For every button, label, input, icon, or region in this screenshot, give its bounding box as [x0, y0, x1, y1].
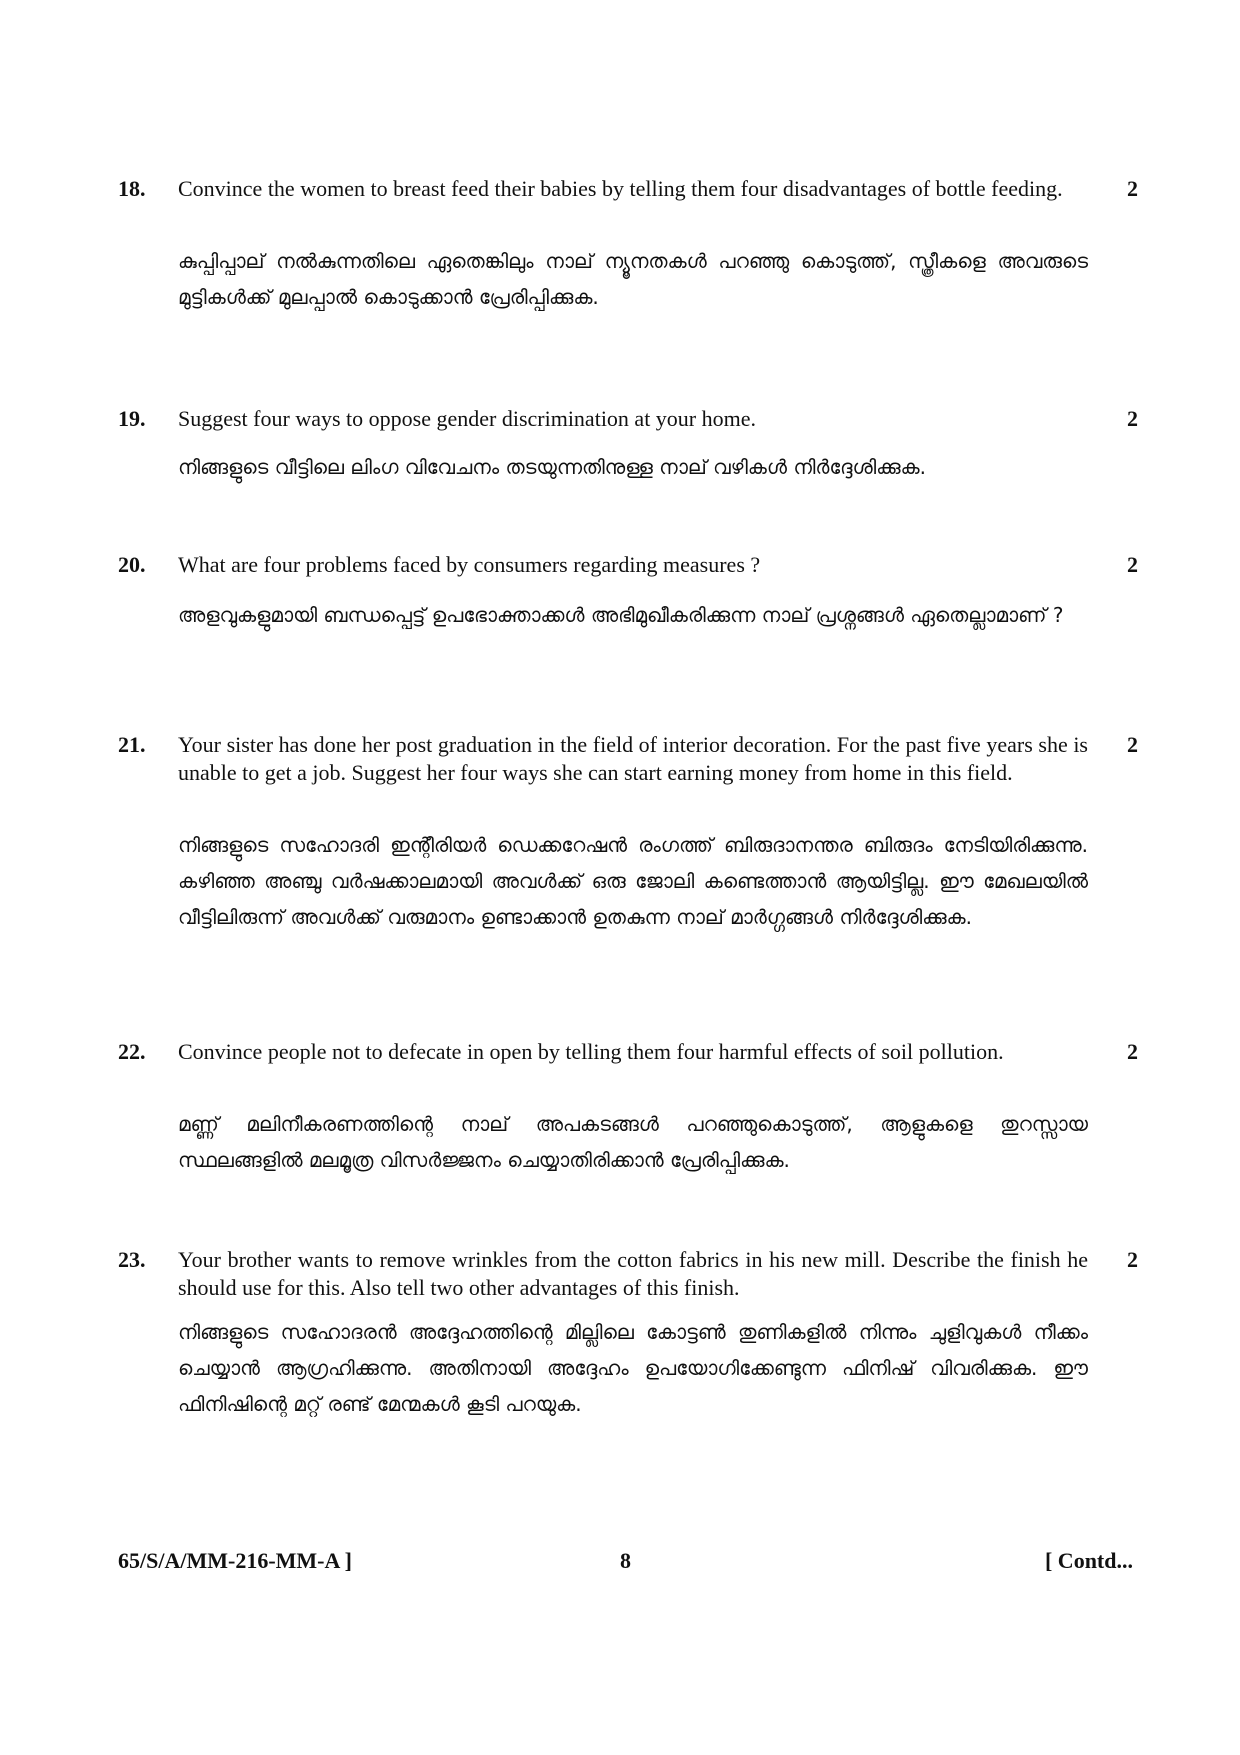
question-text-english: Suggest four ways to oppose gender discrimination at your home. [178, 406, 757, 431]
question-18 [118, 175, 1138, 315]
continued-marker: [ Contd... [1044, 1548, 1133, 1573]
question-number: 22. [118, 1039, 146, 1064]
question-marks: 2 [1127, 176, 1138, 201]
page-footer [118, 1545, 1133, 1577]
question-20 [118, 551, 1138, 671]
question-text-english: Your brother wants to remove wrinkles from the cotton fabrics in his new mill. Describe the finish he should use for this. Also tell two other advantages of this finish. [178, 1247, 1088, 1300]
page-number: 8 [620, 1548, 631, 1573]
question-21 [118, 731, 1138, 981]
question-text-english: What are four problems faced by consumers regarding measures ? [178, 552, 761, 577]
question-marks: 2 [1127, 406, 1138, 431]
question-marks: 2 [1127, 732, 1138, 757]
question-text-english: Convince the women to breast feed their babies by telling them four disadvantages of bottle feeding. [178, 176, 1063, 201]
question-text-malayalam: നിങ്ങളുടെ വീട്ടിലെ ലിംഗ വിവേചനം തടയുന്നതിനുള്ള നാല് വഴികൾ നിർദ്ദേശിക്കുക. [178, 455, 926, 479]
paper-code: 65/S/A/MM-216-MM-A ] [118, 1548, 352, 1573]
question-text-malayalam: കുപ്പിപ്പാല് നൽകുന്നതിലെ ഏതെങ്കിലും നാല് ന്യൂനതകൾ പറഞ്ഞു കൊടുത്ത്, സ്ത്രീകളെ അവരുടെ മുട്ടികൾക്ക് മുലപ്പാൽ കൊടുക്കാൻ പ്രേരിപ്പിക്കുക. [178, 249, 1088, 309]
question-number: 18. [118, 176, 146, 201]
question-text-malayalam: മണ്ണ് മലിനീകരണത്തിന്റെ നാല് അപകടങ്ങൾ പറഞ്ഞുകൊടുത്ത്, ആളുകളെ തുറസ്സായ സ്ഥലങ്ങളിൽ മലമൂത്ര വിസർജ്ജനം ചെയ്യാതിരിക്കാൻ പ്രേരിപ്പിക്കുക. [178, 1112, 1088, 1172]
question-text-malayalam: നിങ്ങളുടെ സഹോദരി ഇന്റീരിയർ ഡെക്കറേഷൻ രംഗത്ത് ബിരുദാനന്തര ബിരുദം നേടിയിരിക്കുന്നു. കഴിഞ്ഞ അഞ്ചു വർഷക്കാലമായി അവൾക്ക് ഒരു ജോലി കണ്ടെത്താൻ ആയിട്ടില്ല. ഈ മേഖലയിൽ വീട്ടിലിരുന്ന് അവൾക്ക് വരുമാനം ഉണ്ടാക്കാൻ ഉതകുന്ന നാല് മാർഗ്ഗങ്ങൾ നിർദ്ദേശിക്കുക. [178, 833, 1088, 929]
question-22 [118, 1038, 1138, 1188]
question-19 [118, 405, 1138, 495]
question-number: 21. [118, 732, 146, 757]
question-number: 23. [118, 1247, 146, 1272]
question-text-english: Convince people not to defecate in open by telling them four harmful effects of soil pollution. [178, 1039, 1004, 1064]
question-text-malayalam: നിങ്ങളുടെ സഹോദരൻ അദ്ദേഹത്തിന്റെ മില്ലിലെ കോട്ടൺ തുണികളിൽ നിന്നും ചുളിവുകൾ നീക്കം ചെയ്യാൻ ആഗ്രഹിക്കുന്നു. അതിനായി അദ്ദേഹം ഉപയോഗിക്കേണ്ടുന്ന ഫിനിഷ് വിവരിക്കുക. ഈ ഫിനിഷിന്റെ മറ്റ് രണ്ട് മേന്മകൾ കൂടി പറയുക. [178, 1320, 1088, 1416]
question-number: 19. [118, 406, 146, 431]
question-text-english: Your sister has done her post graduation in the field of interior decoration. For the past five years she is unable to get a job. Suggest her four ways she can start earning money from home in this field. [178, 732, 1088, 785]
question-marks: 2 [1127, 1247, 1138, 1272]
question-text-malayalam: അളവുകളുമായി ബന്ധപ്പെട്ട് ഉപഭോക്താക്കൾ അഭിമുഖീകരിക്കുന്ന നാല് പ്രശ്നങ്ങൾ ഏതെല്ലാമാണ് ? [178, 603, 1064, 627]
question-number: 20. [118, 552, 146, 577]
question-marks: 2 [1127, 1039, 1138, 1064]
question-23 [118, 1246, 1138, 1476]
question-marks: 2 [1127, 552, 1138, 577]
